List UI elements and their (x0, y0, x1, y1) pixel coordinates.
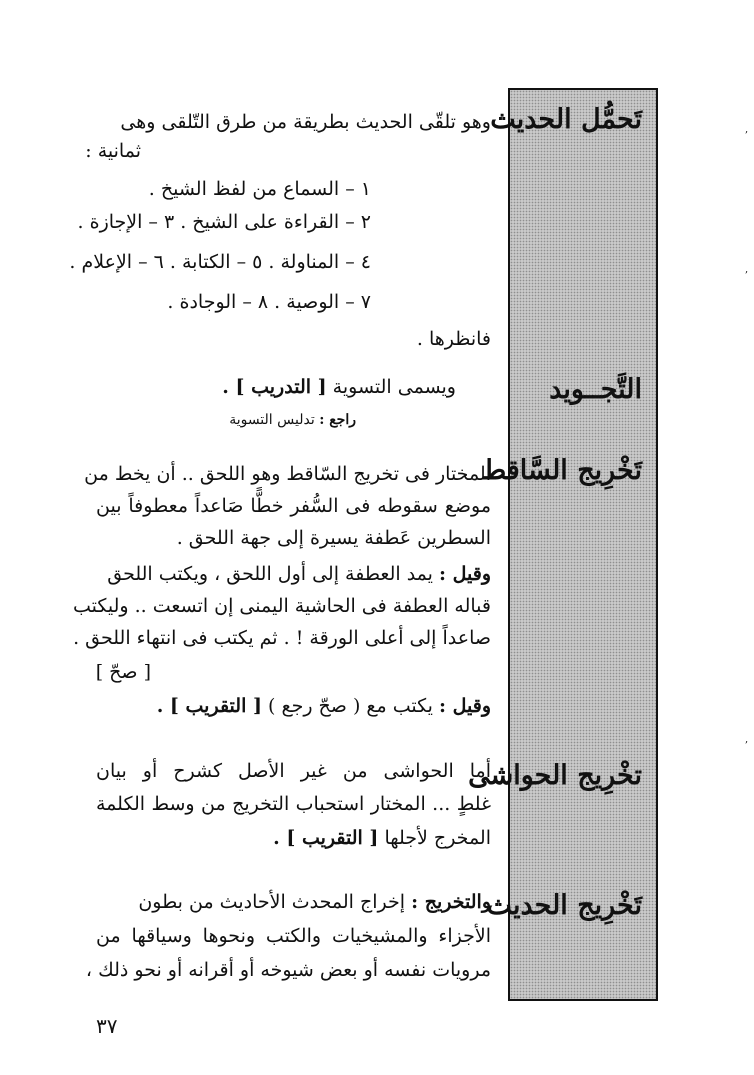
reference: [ التدريب ] . (222, 376, 327, 398)
entry-line: ١ – السماع من لفظ الشيخ . (148, 178, 371, 200)
entry-line: ٤ – المناولة . ٥ – الكتابة . ٦ – الإعلام . (69, 251, 371, 273)
entry-line: ٧ – الوصية . ٨ – الوجادة . (167, 291, 371, 313)
see-also-line (229, 413, 356, 427)
term-takhrij-saqit: تَخْرِيج السَّاقط (481, 455, 642, 486)
scan-edge-mark: , (745, 264, 749, 275)
scan-edge-mark: , (745, 734, 749, 745)
definition-label: والتخريج : (411, 891, 491, 913)
entry-line: ٢ – القراءة على الشيخ . ٣ – الإجازة . (77, 211, 371, 233)
entry-line (157, 697, 491, 716)
see-also-label: راجع : (319, 412, 356, 428)
entry-line: المختار فى تخريج السّاقط وهو اللحق .. أن يخط من (84, 463, 491, 485)
entry-line: أما الحواشى من غير الأصل كشرح أو بيان (96, 760, 491, 782)
entry-line (222, 378, 456, 397)
qil-label: وقيل : (438, 563, 491, 585)
terms-sidebar (468, 88, 658, 1001)
entry-text: إخراج المحدث الأحاديث من بطون (138, 891, 406, 913)
term-takhrij-hadith: تَخْرِيج الحديث (486, 890, 642, 921)
entry-line: غلطٍ ... المختار استحباب التخريج من وسط الكلمة (96, 793, 491, 815)
entry-text: المخرج لأجلها (384, 827, 491, 849)
entry-line: وهو تلقّى الحديث بطريقة من طرق التّلقى وهى (120, 111, 491, 133)
reference: [ التقريب ] . (156, 695, 262, 717)
term-tahammul: تَحمُّل الحديث (490, 104, 642, 135)
page-number: ٣٧ (96, 1014, 118, 1038)
entry-line: فانظرها . (416, 328, 491, 350)
entry-line (138, 893, 491, 912)
entry-line: قباله العطفة فى الحاشية اليمنى إن اتسعت .. وليكتب (73, 595, 491, 617)
term-takhrij-hawashi: تخْرِيج الحواشى (468, 760, 642, 791)
term-tajwid: التَّجــويد (549, 374, 642, 405)
scan-edge-mark: , (745, 124, 749, 135)
entry-text: ويسمى التسوية (332, 376, 456, 398)
entry-text: يمد العطفة إلى أول اللحق ، ويكتب اللحق (107, 563, 433, 585)
qil-label: وقيل : (438, 695, 491, 717)
entry-line: السطرين عَطفة يسيرة إلى جهة اللحق . (176, 527, 491, 549)
entry-line: الأجزاء والمشيخيات والكتب ونحوها وسياقها من (96, 925, 491, 947)
see-also-text: تدليس التسوية (229, 412, 315, 428)
entry-line: مرويات نفسه أو بعض شيوخه أو أقرانه أو نحو ذلك ، (85, 959, 491, 981)
entry-line: [ صحّ ] (95, 661, 151, 683)
reference: [ التقريب ] . (273, 827, 379, 849)
entry-line: صاعداً إلى أعلى الورقة ! . ثم يكتب فى انتهاء اللحق . (73, 627, 491, 649)
entry-line (107, 565, 491, 584)
entry-line: ثمانية : (85, 140, 141, 162)
entry-text: يكتب مع ( صحّ رجع ) (268, 695, 433, 717)
entry-line (273, 829, 491, 848)
entry-line: موضع سقوطه فى السُّفر خطًّا صَاعداً معطوفاً بين (96, 495, 491, 517)
